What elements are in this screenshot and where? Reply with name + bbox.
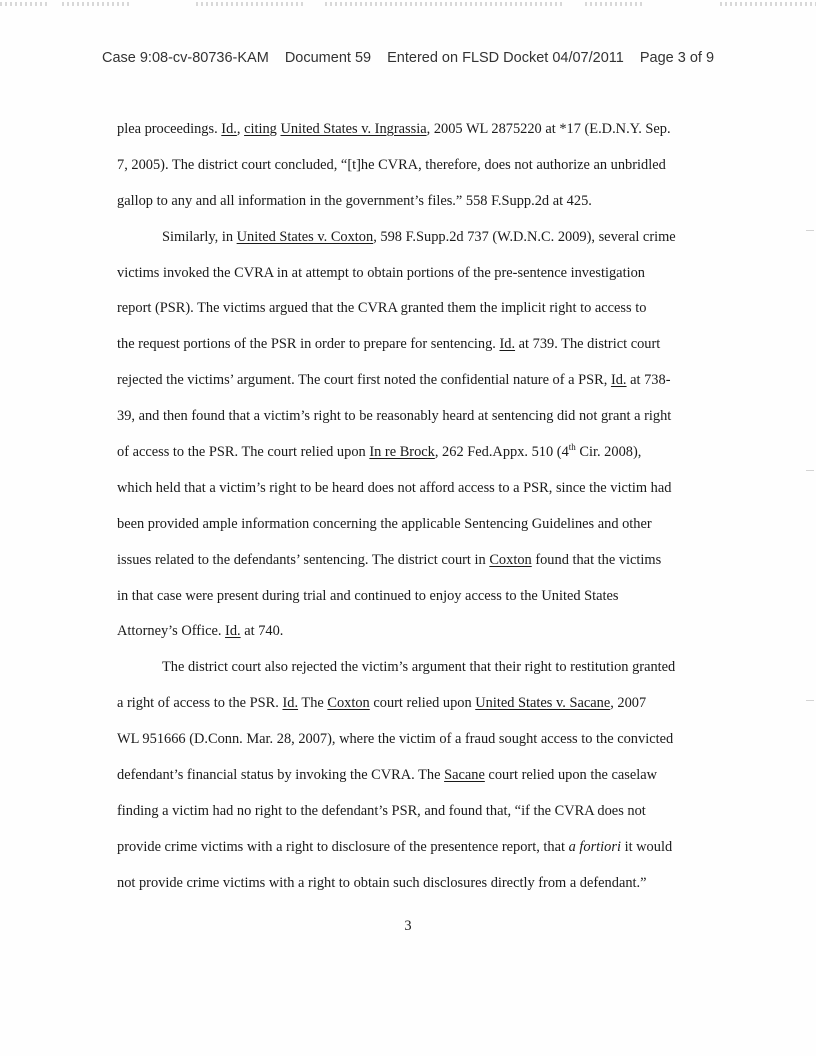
text-segment: been provided ample information concerning the applicable Sentencing Guidelines and other <box>117 515 652 532</box>
case-citation: United States v. Sacane <box>475 695 611 712</box>
text-segment: , 2007 <box>610 695 647 712</box>
text-line <box>117 722 707 758</box>
text-segment: finding a victim had no right to the defendant’s PSR, and found that, “if the CVRA does not <box>117 802 646 819</box>
text-segment: WL 951666 (D.Conn. Mar. 28, 2007), where the victim of a fraud sought access to the convicted <box>117 731 674 748</box>
text-segment: found that the victims <box>531 551 662 568</box>
paragraph-first-line <box>117 650 707 686</box>
body-text <box>117 112 707 902</box>
scan-artifact-edge <box>806 230 814 231</box>
text-line <box>117 184 707 220</box>
case-citation: Id. <box>225 623 241 640</box>
scan-artifact-edge <box>806 470 814 471</box>
text-segment: The district court also rejected the victim’s argument that their right to restitution granted <box>162 659 676 676</box>
text-line <box>117 399 707 435</box>
text-line <box>117 543 707 579</box>
text-line <box>117 327 707 363</box>
text-segment: Cir. 2008), <box>575 444 642 461</box>
italic-text: a fortiori <box>568 838 621 855</box>
text-line <box>117 866 707 902</box>
text-segment: , <box>236 121 245 137</box>
case-citation: citing <box>244 121 277 137</box>
docket-header <box>0 50 816 66</box>
text-segment: it would <box>620 838 673 855</box>
text-segment: not provide crime victims with a right to obtain such disclosures directly from a defendant.” <box>117 874 647 891</box>
text-segment: a right of access to the PSR. <box>117 695 283 712</box>
text-segment: defendant’s financial status by invoking the CVRA. The <box>117 767 445 784</box>
case-citation: Id. <box>282 695 299 712</box>
text-segment: , 598 F.Supp.2d 737 (W.D.N.C. 2009), several crime <box>373 228 676 245</box>
text-line <box>117 758 707 794</box>
text-segment: Similarly, in <box>162 228 237 245</box>
text-line <box>117 112 707 148</box>
text-line <box>117 256 707 292</box>
text-segment: at 739. The district court <box>515 336 661 353</box>
text-segment: 7, 2005). The district court concluded, “[t]he CVRA, therefore, does not authorize an unbridled <box>117 156 666 173</box>
page-number: 3 <box>404 918 412 934</box>
text-segment: victims invoked the CVRA in at attempt to obtain portions of the pre-sentence investigation <box>117 264 645 281</box>
page-count: Page 3 of 9 <box>639 50 715 66</box>
text-line <box>117 471 707 507</box>
text-segment: 39, and then found that a victim’s right to be reasonably heard at sentencing did not grant a right <box>117 408 672 425</box>
superscript: th <box>568 442 576 453</box>
case-citation: Id. <box>499 336 516 353</box>
text-segment: of access to the PSR. The court relied upon <box>117 444 370 461</box>
scan-artifact-edge <box>806 700 814 701</box>
text-line <box>117 830 707 866</box>
text-segment: the request portions of the PSR in order to prepare for sentencing. <box>117 336 500 353</box>
text-segment: Attorney’s Office. <box>117 623 226 640</box>
text-segment: plea proceedings. <box>117 121 222 137</box>
case-citation: Coxton <box>489 551 532 568</box>
case-citation: Id. <box>221 121 237 137</box>
text-segment: at 740. <box>240 623 284 640</box>
docket-entry-date: Entered on FLSD Docket 04/07/2011 <box>387 50 624 66</box>
paragraph-first-line <box>117 220 707 256</box>
text-segment: provide crime victims with a right to disclosure of the presentence report, that <box>117 838 569 855</box>
text-segment: , 262 Fed.Appx. 510 (4 <box>434 444 569 461</box>
text-segment: , 2005 WL 2875220 at *17 (E.D.N.Y. Sep. <box>426 121 671 137</box>
case-citation: Coxton <box>327 695 370 712</box>
text-segment: court relied upon the caselaw <box>484 767 658 784</box>
document-number: Document 59 <box>284 50 372 66</box>
case-citation: United States v. Ingrassia <box>280 121 427 137</box>
text-line <box>117 148 707 184</box>
text-segment: court relied upon <box>369 695 476 712</box>
text-segment: The <box>298 695 328 712</box>
text-line <box>117 507 707 543</box>
text-line <box>117 579 707 615</box>
text-segment: issues related to the defendants’ sentencing. The district court in <box>117 551 490 568</box>
text-line <box>117 435 707 471</box>
text-segment: gallop to any and all information in the government’s files.” 558 F.Supp.2d at 425. <box>117 192 592 209</box>
text-line <box>117 363 707 399</box>
text-line <box>117 614 707 650</box>
case-citation: In re Brock <box>369 444 435 461</box>
text-segment: in that case were present during trial and continued to enjoy access to the United States <box>117 587 619 604</box>
case-citation: Id. <box>610 372 627 389</box>
text-line <box>117 686 707 722</box>
text-segment: at 738- <box>626 372 671 389</box>
text-segment: rejected the victims’ argument. The court first noted the confidential nature of a PSR, <box>117 372 611 389</box>
case-citation: Sacane <box>444 767 485 784</box>
case-citation: United States v. Coxton <box>236 228 374 245</box>
case-number: Case 9:08-cv-80736-KAM <box>101 50 269 66</box>
text-segment: report (PSR). The victims argued that the CVRA granted them the implicit right to access to <box>117 300 647 317</box>
text-line <box>117 291 707 327</box>
scan-artifact-top <box>0 0 816 12</box>
text-line <box>117 794 707 830</box>
text-segment: which held that a victim’s right to be heard does not afford access to a PSR, since the victim had <box>117 479 672 496</box>
